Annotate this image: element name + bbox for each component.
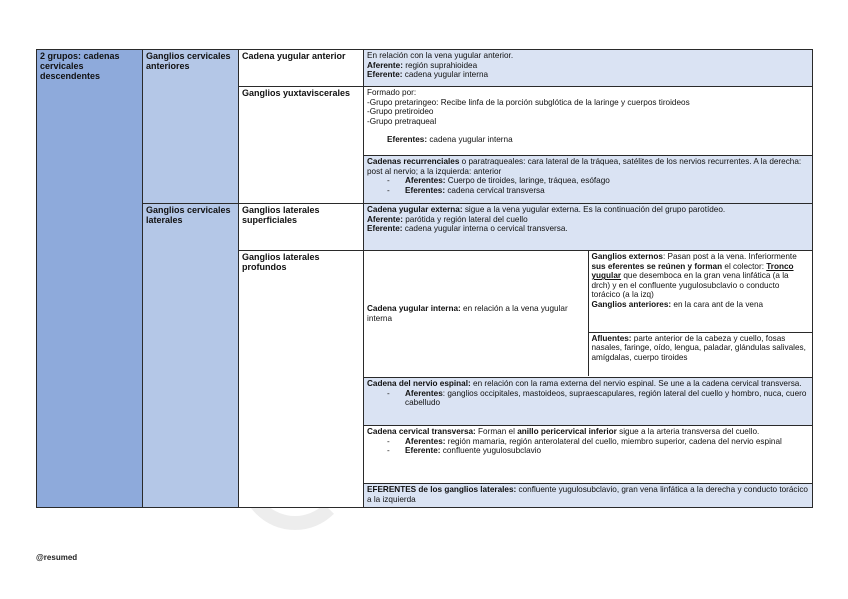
aferente-text: región suprahioidea [402,60,478,70]
tronco-yugular: Tronco yugular [591,261,794,281]
profundos-name-cell [239,251,364,508]
eferente-text: cadena yugular interna o cervical transversa. [402,224,568,234]
list-item: - Eferente: confluente yugulosubclavio [405,446,809,456]
anteriores-label: Ganglios cervicales anteriores [146,51,231,71]
anteriores-label-cell [143,50,239,204]
yuxtaviscerales-desc [364,87,813,156]
eferente-label: Eferente: [367,70,403,80]
cervical-transversa-desc: Cadena cervical transversa: Forman el anillo pericervical inferior sigue a la arteria transversa del cuello. - Aferentes: región mamaria, región anterolateral del cuello, miembro superior, cadena del nervio espinal - Eferente: confluente yugulosubclavio [364,426,813,484]
eferentes-label: Eferentes: [387,135,428,145]
superficiales-desc [364,204,813,251]
interna-label: Cadena yugular interna: [367,303,461,313]
laterales-label: Ganglios cervicales laterales [146,205,231,225]
yugular-interna-block [364,251,813,378]
list-item: - Eferentes: cadena cervical transversa [405,186,809,196]
list-item: - Aferentes: Cuerpo de tiroides, laringe, tráquea, esófago [405,176,809,186]
recurrenciales-text: o paratraqueales: cara lateral de la tráquea, satélites de los nervios recurrentes. A la derecha: post al nervio; a la izquierda: anterior [367,157,802,176]
group-label: 2 grupos: cadenas cervicales descendentes [40,51,120,81]
list-item: -Grupo pretaringeo: Recibe linfa de la porción subglótica de la laringe y cuerpos tiroideos [367,97,690,107]
ext-label: Cadena yugular externa: [367,205,463,214]
yugular-anterior-name-cell [239,50,364,87]
recurrenciales-desc [364,156,813,204]
list-item: -Grupo pretraqueal [367,116,437,126]
laterales-label-cell [143,204,239,508]
desc-line: En relación con la vena yugular anterior. [367,51,514,60]
superficiales-name-cell [239,204,364,251]
yugular-anterior-desc [364,50,813,87]
aferente-label: Aferente: [367,60,403,70]
aferente-label: Aferente: [367,214,403,224]
nervio-espinal-desc: Cadena del nervio espinal: en relación con la rama externa del nervio espinal. Se une a la cadena cervical transversa. - Aferentes: ganglios occipitales, mastoideos, supraescapulares, región lateral del cuello y hombro, nuca, cuero cabelludo [364,378,813,426]
ext-text: sigue a la vena yugular externa. Es la continuación del grupo parotídeo. [462,205,726,214]
yugular-interna-cell [364,251,588,376]
group-label-cell [37,50,143,508]
recurrenciales-label: Cadenas recurrenciales [367,157,460,166]
lymph-nodes-table [36,49,813,508]
eferentes-text: cadena yugular interna [427,135,513,145]
profundos-name: Ganglios laterales profundos [242,252,320,272]
list-item: - Aferentes: ganglios occipitales, mastoideos, supraescapulares, región lateral del cuello y hombro, nuca, cuero cabelludo [405,389,809,408]
eferente-text: cadena yugular interna [402,70,489,80]
list-item: -Grupo pretiroideo [367,107,434,117]
yugular-anterior-name: Cadena yugular anterior [242,51,346,61]
list-item: - Aferentes: región mamaria, región anterolateral del cuello, miembro superior, cadena del nervio espinal [405,437,809,447]
yuxtaviscerales-name: Ganglios yuxtaviscerales [242,88,351,98]
superficiales-name: Ganglios laterales superficiales [242,205,320,225]
eferente-label: Eferente: [367,224,403,234]
interna-text: en relación a la vena yugular interna [367,303,568,323]
footer-credit: @resumed [36,553,78,562]
aferente-text: parótida y región lateral del cuello [402,214,528,224]
afluentes-cell: Afluentes: parte anterior de la cabeza y cuello, fosas nasales, faringe, oído, lengua, paladar, glándulas salivales, amígdalas, cuerpo tiroides [588,332,812,376]
eferentes-laterales-desc: EFERENTES de los ganglios laterales: confluente yugulosubclavio, gran vena linfática a la derecha y conducto torácico a la izquierda [364,484,813,508]
ganglios-externos-cell: Ganglios externos: Pasan post a la vena. Inferiormente sus eferentes se reúnen y forman el colector: Tronco yugular que desemboca en la gran vena linfática (a la drch) y en el confluente yugulosubclavio o conducto torácico (a la izq) Ganglios anteriores: en la cara ant de la vena [588,251,812,332]
yuxtaviscerales-name-cell [239,87,364,204]
formado-intro: Formado por: [367,88,417,97]
